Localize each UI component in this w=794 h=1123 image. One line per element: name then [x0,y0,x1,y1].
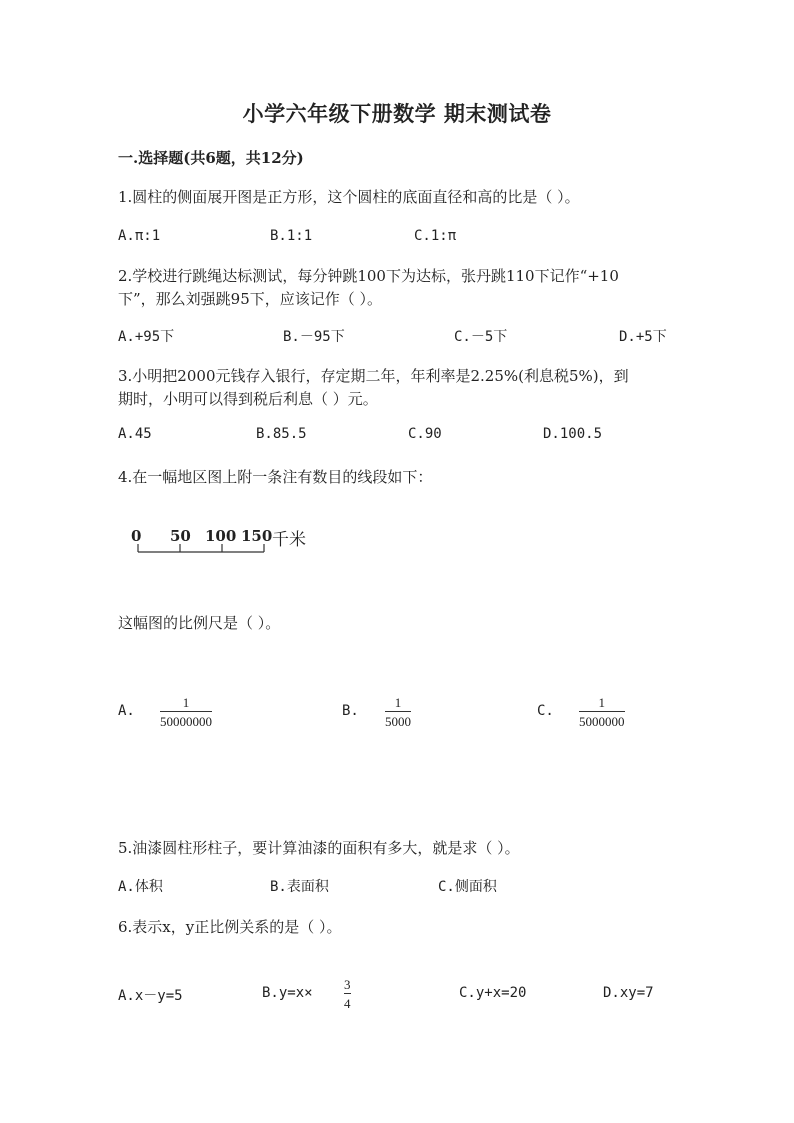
q4-option-b-fraction[interactable] [385,695,411,730]
q6-option-d[interactable]: D.xy=7 [603,985,654,1001]
section-heading: 一.选择题(共6题，共12分) [118,149,304,167]
q6-option-b-fraction[interactable] [344,977,351,1012]
q5-option-a[interactable]: A.体积 [118,879,163,895]
q1-option-c[interactable]: C.1:π [414,228,457,244]
fraction-numerator: 1 [394,695,402,710]
question-6-text: 6.表示x，y正比例关系的是（ ）。 [118,918,342,936]
q3-option-c[interactable]: C.90 [408,426,442,442]
q1-option-b[interactable]: B.1:1 [270,228,313,244]
question-2-line-1: 2.学校进行跳绳达标测试，每分钟跳100下为达标，张丹跳110下记作“+10 [118,267,619,285]
fraction-denominator: 50000000 [160,711,212,730]
q6-option-a[interactable]: A.x－y=5 [118,988,183,1004]
question-5-text: 5.油漆圆柱形柱子，要计算油漆的面积有多大，就是求（ ）。 [118,839,520,857]
q3-option-a[interactable]: A.45 [118,426,152,442]
q4-option-c-letter[interactable]: C. [537,703,554,719]
scale-line [132,542,272,556]
scale-label-100: 100 [205,527,237,545]
q1-option-a[interactable]: A.π:1 [118,228,161,244]
q4-option-a-letter[interactable]: A. [118,703,135,719]
q2-option-c[interactable]: C.－5下 [454,329,508,345]
fraction-numerator: 1 [182,695,190,710]
question-1-text: 1.圆柱的侧面展开图是正方形，这个圆柱的底面直径和高的比是（ ）。 [118,188,580,206]
scale-label-0: 0 [131,527,142,545]
fraction-denominator: 4 [344,993,351,1012]
fraction-denominator: 5000 [385,711,411,730]
q4-option-c-fraction[interactable] [579,695,625,730]
q3-option-d[interactable]: D.100.5 [543,426,603,442]
question-4-text: 4.在一幅地区图上附一条注有数目的线段如下： [118,468,433,486]
page-title: 小学六年级下册数学 期末测试卷 [242,101,552,126]
question-3-line-2: 期时，小明可以得到税后利息（ ）元。 [118,390,378,408]
question-3-line-1: 3.小明把2000元钱存入银行，存定期二年，年利率是2.25%(利息税5%)，到 [118,367,629,385]
fraction-numerator: 1 [598,695,605,710]
q2-option-a[interactable]: A.+95下 [118,329,175,345]
q6-option-b[interactable]: B.y=x× [262,985,313,1001]
q4-option-b-letter[interactable]: B. [342,703,359,719]
q5-option-c[interactable]: C.侧面积 [438,879,497,895]
q4-option-a-fraction[interactable] [160,695,212,730]
q5-option-b[interactable]: B.表面积 [270,879,329,895]
fraction-denominator: 5000000 [579,711,625,730]
question-4-prompt: 这幅图的比例尺是（ ）。 [118,614,281,632]
q6-option-c[interactable]: C.y+x=20 [459,985,527,1001]
q3-option-b[interactable]: B.85.5 [256,426,307,442]
fraction-numerator: 3 [344,977,351,992]
scale-label-50: 50 [170,527,191,545]
scale-unit: 千米 [272,530,306,550]
scale-label-150: 150 [241,527,273,545]
q2-option-b[interactable]: B.－95下 [283,329,345,345]
question-2-line-2: 下”，那么刘强跳95下，应该记作（ ）。 [118,290,383,308]
q2-option-d[interactable]: D.+5下 [619,329,667,345]
